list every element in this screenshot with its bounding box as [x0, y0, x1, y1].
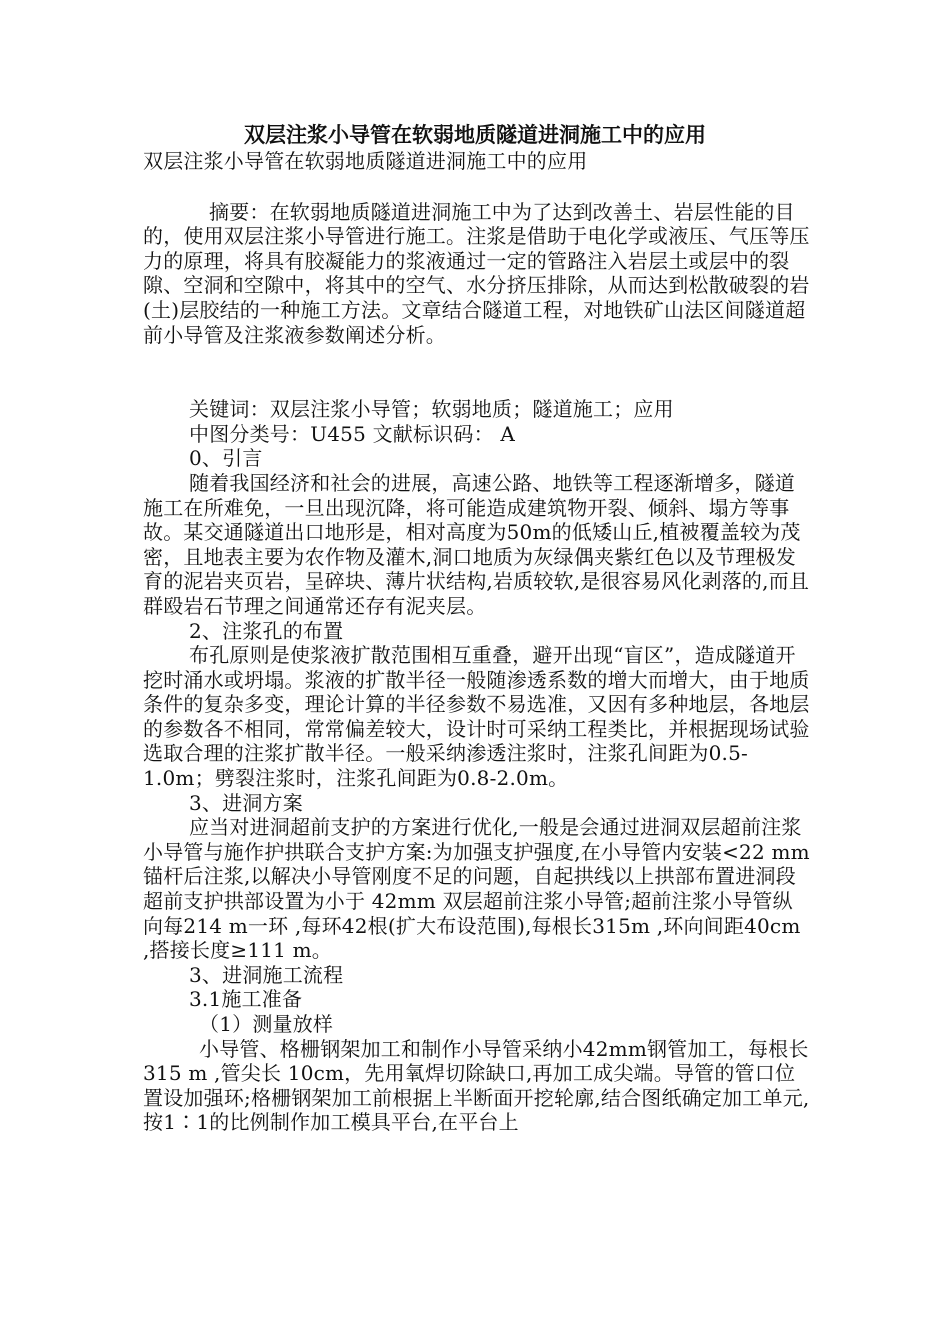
keywords-line: 关键词：双层注浆小导管；软弱地质；隧道施工；应用 — [189, 397, 674, 422]
list-item-heading: （1）测量放样 — [199, 1012, 334, 1036]
section-heading: 3、进洞施工流程 — [189, 962, 344, 987]
abstract-paragraph: 摘要：在软弱地质隧道进洞施工中为了达到改善土、岩层性能的目的，使用双层注浆小导管进行施工。注浆是借助于电化学或液压、气压等压力的原理，将具有胶凝能力的浆液通过一定的管路注入岩层土或层中的裂隙、空洞和空隙中，将其中的空气、水分挤压排除，从而达到松散破裂的岩(土)层胶结的一种施工方法。文章结合隧道工程，对地铁矿山法区间隧道超前小导管及注浆液参数阐述分析。 — [143, 199, 810, 347]
document-body — [143, 149, 811, 1135]
classification-line: 中图分类号：U455 文献标识码： A — [189, 421, 515, 446]
section-paragraph: 应当对进洞超前支护的方案进行优化,一般是会通过进洞双层超前注浆小导管与施作护拱联合支护方案:为加强支护强度,在小导管内安装<22 mm锚杆后注浆,以解决小导管刚度不足的问题，自起拱线以上拱部布置进洞段超前支护拱部设置为小于 42mm 双层超前注浆小导管;超前注浆小导管纵向每214 m一环 ,每环42根(扩大布设范围),每根长315m ,环向间距40cm ,搭接长度≥111 m。 — [143, 815, 810, 963]
spacer — [143, 174, 811, 200]
section-paragraph: 布孔原则是使浆液扩散范围相互重叠，避开出现“盲区”，造成隧道开挖时涌水或坍塌。浆液的扩散半径一般随渗透系数的增大而增大，由于地质条件的复杂多变，理论计算的半径参数不易选准，又因有多种地层，各地层的参数各不相同，常常偏差较大，设计时可采纳工程类比，并根据现场试验选取合理的注浆扩散半径。一般采纳渗透注浆时，注浆孔间距为0.5-1.0m；劈裂注浆时，注浆孔间距为0.8-2.0m。 — [143, 643, 810, 791]
subsection-heading: 3.1施工准备 — [189, 987, 303, 1012]
spacer — [143, 347, 811, 397]
document-subtitle: 双层注浆小导管在软弱地质隧道进洞施工中的应用 — [143, 149, 588, 173]
document-title: 双层注浆小导管在软弱地质隧道进洞施工中的应用 — [244, 123, 706, 147]
section-heading: 2、注浆孔的布置 — [189, 618, 344, 643]
section-paragraph: 小导管、格栅钢架加工和制作小导管采纳小42mm钢管加工，每根长 315 m ,管尖长 10cm，先用氧焊切除缺口,再加工成尖端。导管的管口位置设加强环;格栅钢架加工前根据上半断面开挖轮廓,结合图纸确定加工单元,按1∶1的比例制作加工模具平台,在平台上 — [143, 1036, 810, 1135]
section-paragraph: 随着我国经济和社会的进展，高速公路、地铁等工程逐渐增多，隧道施工在所难免，一旦出现沉降，将可能造成建筑物开裂、倾斜、塌方等事故。某交通隧道出口地形是，相对高度为50m的低矮山丘,植被覆盖较为茂密，且地表主要为农作物及灌木,洞口地质为灰绿偶夹紫红色以及节理极发育的泥岩夹页岩，呈碎块、薄片状结构,岩质较软,是很容易风化剥落的,而且群殴岩石节理之间通常还存有泥夹层。 — [143, 470, 810, 618]
section-heading: 3、进洞方案 — [189, 790, 303, 815]
section-heading: 0、引言 — [189, 446, 263, 471]
